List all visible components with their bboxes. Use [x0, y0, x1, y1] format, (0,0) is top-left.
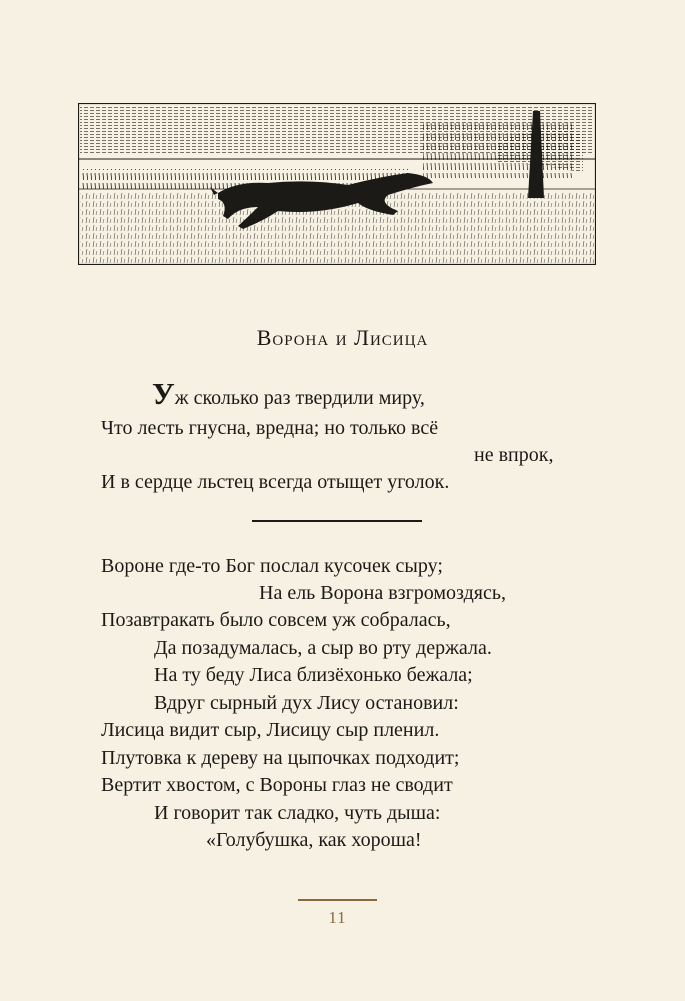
moral-line: И в сердце льстец всегда отыщет уголок. — [101, 471, 450, 493]
poem-line: На ту беду Лиса близёхонько бежала; — [154, 664, 473, 686]
page-number: 11 — [328, 908, 347, 927]
poem-line: «Голубушка, как хороша! — [206, 829, 422, 851]
page-number-rule — [298, 899, 377, 901]
moral-line: Уж сколько раз твердили миру, — [152, 376, 425, 411]
section-divider — [252, 520, 422, 522]
poem-line: И говорит так сладко, чуть дыша: — [154, 802, 441, 824]
poem-line: На ель Ворона взгромоздясь, — [259, 582, 506, 604]
fox-illustration — [78, 103, 596, 265]
poem-line: Плутовка к дереву на цыпочках подходит; — [101, 747, 460, 769]
poem-line: Вдруг сырный дух Лису остановил: — [154, 692, 459, 714]
poem-line: Позавтракать было совсем уж собралась, — [101, 609, 451, 631]
poem-title: Ворона и Лисица — [256, 325, 429, 350]
poem-line: Лисица видит сыр, Лисицу сыр пленил. — [101, 719, 440, 741]
fox-engraving-icon — [78, 103, 596, 265]
moral-line: Что лесть гнусна, вредна; но только всё — [101, 417, 439, 439]
drop-cap: У — [152, 376, 175, 411]
moral-line: не впрок, — [474, 444, 554, 466]
poem-line: Вороне где-то Бог послал кусочек сыру; — [101, 555, 443, 577]
poem-line: Да позадумалась, а сыр во рту держала. — [154, 637, 492, 659]
poem-line: Вертит хвостом, с Вороны глаз не сводит — [101, 774, 453, 796]
